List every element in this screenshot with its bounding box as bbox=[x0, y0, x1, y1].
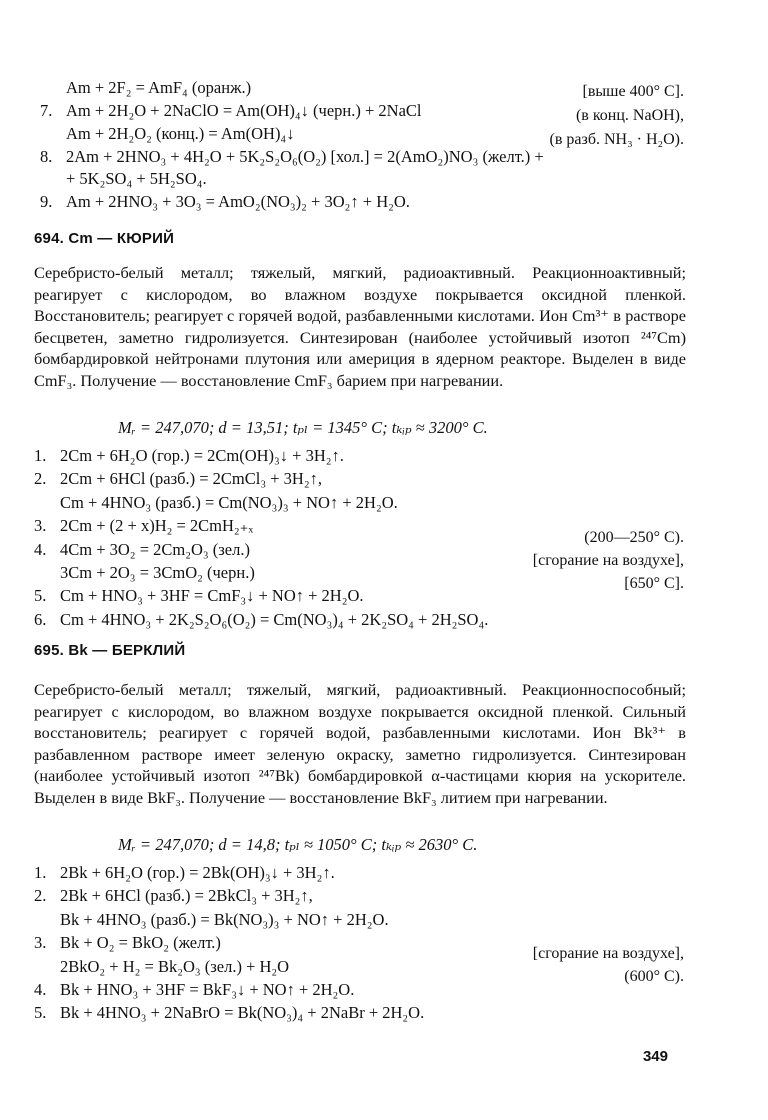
curium-reaction-equation: 2Cm + 6H₂O (гор.) = 2Cm(OH)₃↓ + 3H₂↑. bbox=[60, 446, 344, 465]
reaction-number: 7. bbox=[40, 101, 53, 120]
reaction-am-f2: Am + 2F₂ = AmF₄ (оранж.) bbox=[66, 78, 252, 97]
curium-description: Серебристо-белый металл; тяжелый, мягкий, радиоактивный. Реакционноактивный; реагирует с кислородом, во влажном воздухе покрывается оксидной пленкой. Восстановитель; реагирует с горячей водой, разбавленными кислотами. Ион Cm³⁺ в растворе бесцветен, заметно гидролизуется. Синтезирован (наиболее устойчивый изотоп ²⁴⁷Cm) бомбардировкой нейтронами плутония или америция в ядерном реакторе. Выделен в виде CmF₃. Получение — восстановление CmF₃ барием при нагревании. bbox=[34, 263, 686, 390]
curium-reaction-equation: 2Cm + (2 + x)H₂ = 2CmH₂₊ₓ bbox=[60, 516, 254, 536]
page-number: 349 bbox=[642, 1048, 668, 1065]
curium-condition-3: [650° С]. bbox=[624, 575, 684, 592]
berkelium-reaction-equation: 2Bk + 6HCl (разб.) = 2BkCl₃ + 3H₂↑, bbox=[60, 886, 313, 906]
reaction-8a: 2Am + 2HNO₃ + 4H₂O + 5K₂S₂O₆(O₂) [хол.] = 2(AmO₂)NO₃ (желт.) + bbox=[66, 147, 544, 166]
curium-condition-1: (200—250° С). bbox=[584, 529, 684, 546]
berkelium-reaction-number: 3. bbox=[34, 933, 47, 953]
reaction-number: 8. bbox=[40, 147, 53, 166]
berkelium-reaction-number: 1. bbox=[34, 863, 47, 882]
curium-reaction-number: 3. bbox=[34, 516, 47, 536]
berkelium-reaction-equation: Bk + O₂ = BkO₂ (желт.) bbox=[60, 933, 221, 953]
curium-reaction-number: 4. bbox=[34, 539, 47, 559]
berkelium-reaction-number: 2. bbox=[34, 886, 47, 906]
curium-reaction-equation: 2Cm + 6HCl (разб.) = 2CmCl₃ + 3H₂↑, bbox=[60, 469, 322, 489]
curium-condition-2: [сгорание на воздухе], bbox=[532, 552, 684, 569]
reaction-7b: Am + 2H₂O₂ (конц.) = Am(OH)₄↓ bbox=[66, 124, 295, 143]
berkelium-reaction-number: 4. bbox=[34, 980, 47, 999]
condition-am-f2: [выше 400° С]. bbox=[582, 83, 684, 100]
berkelium-condition-2: (600° С). bbox=[624, 968, 684, 985]
curium-reaction-equation: Cm + HNO₃ + 3HF = CmF₃↓ + NO↑ + 2H₂O. bbox=[60, 586, 364, 606]
berkelium-reaction-equation: Bk + HNO₃ + 3HF = BkF₃↓ + NO↑ + 2H₂O. bbox=[60, 980, 355, 999]
condition-7a: (в конц. NaOH), bbox=[575, 107, 684, 124]
curium-reaction-equation: 3Cm + 2O₃ = 3CmO₂ (черн.) bbox=[60, 563, 255, 582]
reaction-9: Am + 2HNO₃ + 3O₃ = AmO₂(NO₃)₂ + 3O₂↑ + H₂O. bbox=[66, 192, 410, 211]
berkelium-reaction-number: 5. bbox=[34, 1003, 47, 1023]
section-heading-berkelium: 695. Bk — БЕРКЛИЙ bbox=[34, 642, 186, 659]
reaction-number: 9. bbox=[40, 192, 53, 211]
curium-properties: Mᵣ = 247,070; d = 13,51; tₚₗ = 1345° С; tₖᵢₚ ≈ 3200° С. bbox=[118, 418, 488, 437]
berkelium-reaction-equation: 2BkO₂ + H₂ = Bk₂O₃ (зел.) + H₂O bbox=[60, 956, 290, 976]
curium-reaction-number: 5. bbox=[34, 586, 47, 606]
berkelium-properties: Mᵣ = 247,070; d = 14,8; tₚₗ ≈ 1050° С; tₖᵢₚ ≈ 2630° С. bbox=[118, 835, 478, 854]
reaction-7a: Am + 2H₂O + 2NaClO = Am(OH)₄↓ (черн.) + 2NaCl bbox=[66, 101, 422, 120]
section-heading-curium: 694. Cm — КЮРИЙ bbox=[34, 230, 175, 247]
berkelium-condition-1: [сгорание на воздухе], bbox=[532, 945, 684, 962]
curium-reaction-equation: Cm + 4HNO₃ (разб.) = Cm(NO₃)₃ + NO↑ + 2H₂O. bbox=[60, 492, 398, 512]
condition-7b: (в разб. NH₃ · H₂O). bbox=[549, 131, 684, 148]
curium-reaction-number: 1. bbox=[34, 446, 47, 465]
berkelium-description: Серебристо-белый металл; тяжелый, мягкий, радиоактивный. Реакционноспособный; реагирует с кислородом, во влажном воздухе покрывается оксидной пленкой. Сильный восстановитель; реагирует с горячей водой, разбавленными кислотами. Ион Bk³⁺ в разбавленном растворе имеет зеленую окраску, заметно гидролизуется. Синтезирован (наиболее устойчивый изотоп ²⁴⁷Bk) бомбардировкой α-частицами кюрия на ускорителе. Выделен в виде BkF₃. Получение — восстановление BkF₃ литием при нагревании. bbox=[34, 680, 686, 807]
curium-reaction-equation: 4Cm + 3O₂ = 2Cm₂O₃ (зел.) bbox=[60, 539, 250, 559]
reaction-8b: + 5K₂SO₄ + 5H₂SO₄. bbox=[66, 169, 207, 188]
curium-reaction-equation: Cm + 4HNO₃ + 2K₂S₂O₆(O₂) = Cm(NO₃)₄ + 2K₂SO₄ + 2H₂SO₄. bbox=[60, 609, 489, 629]
berkelium-reaction-equation: Bk + 4HNO₃ (разб.) = Bk(NO₃)₃ + NO↑ + 2H₂O. bbox=[60, 909, 389, 929]
berkelium-reaction-equation: Bk + 4HNO₃ + 2NaBrO = Bk(NO₃)₄ + 2NaBr + 2H₂O. bbox=[60, 1003, 425, 1023]
berkelium-reaction-equation: 2Bk + 6H₂O (гор.) = 2Bk(OH)₃↓ + 3H₂↑. bbox=[60, 863, 335, 882]
curium-reaction-number: 2. bbox=[34, 469, 47, 489]
curium-reaction-number: 6. bbox=[34, 609, 47, 629]
